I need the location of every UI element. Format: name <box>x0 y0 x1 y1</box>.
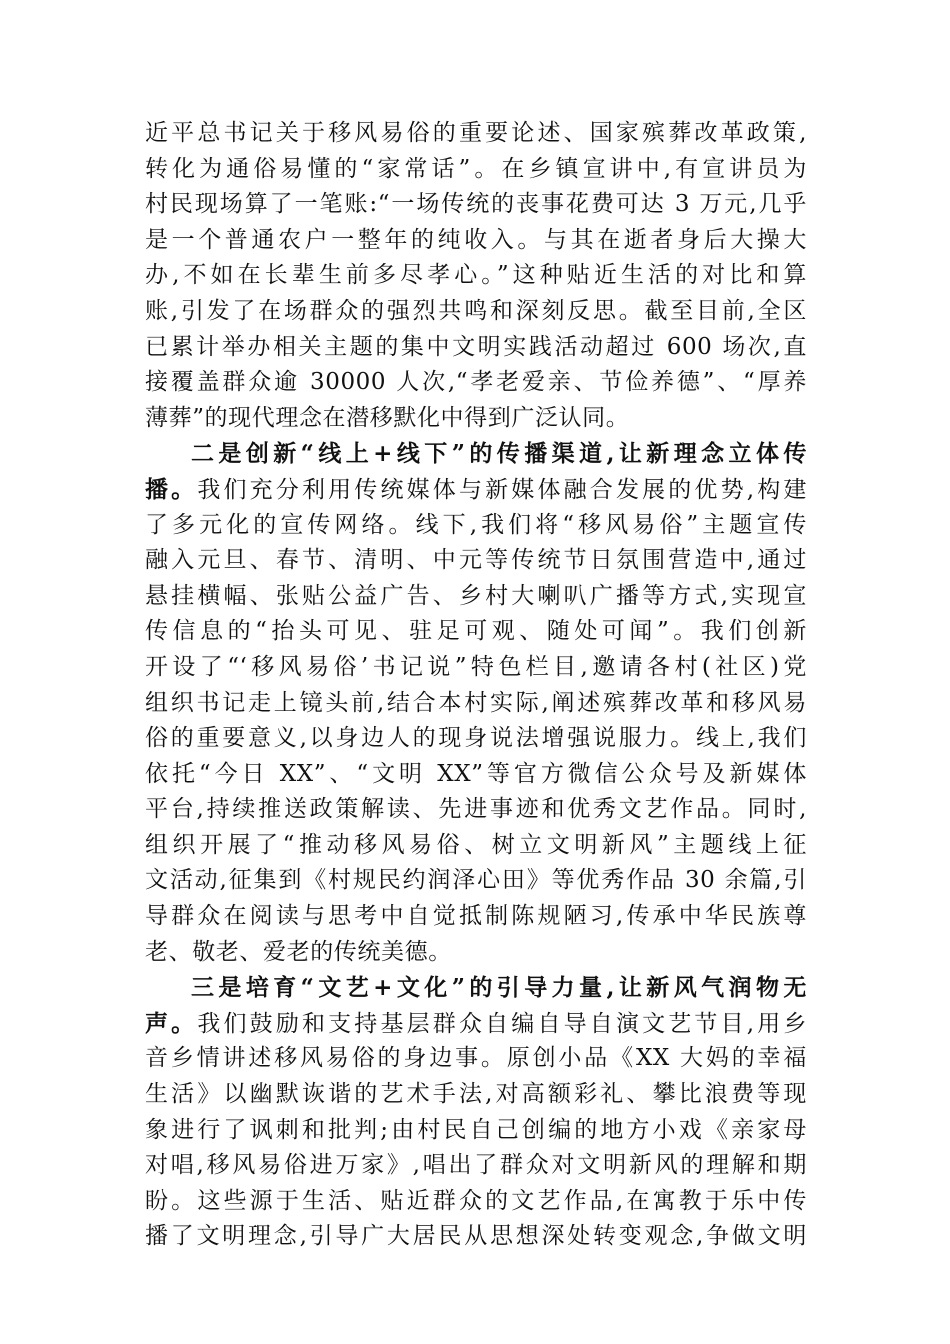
p2-line-12: 组织开展了“推动移风易俗、树立文明新风”主题线上征 <box>145 831 807 858</box>
p3-line-3: 音乡情讲述移风易俗的身边事。原创小品《XX 大妈的幸福 <box>145 1045 807 1072</box>
p2-line-2-text: 我们充分利用传统媒体与新媒体融合发展的优势,构建 <box>197 476 807 503</box>
p3-line-2 <box>145 1006 807 1042</box>
p2-line-15: 老、敬老、爱老的传统美德。 <box>145 938 452 965</box>
p2-line-7: 开设了“‘移风易俗’书记说”特色栏目,邀请各村(社区)党 <box>145 653 807 680</box>
p1-line-5: 办,不如在长辈生前多尽孝心。”这种贴近生活的对比和算 <box>145 262 807 289</box>
p2-line-10: 依托“今日 XX”、“文明 XX”等官方微信公众号及新媒体 <box>145 760 807 787</box>
p3-heading: 三是培育“文艺+文化”的引导力量,让新风气润物无 <box>191 974 807 1002</box>
body-text <box>145 116 807 1255</box>
p2-line-8: 组织书记走上镜头前,结合本村实际,阐述殡葬改革和移风易 <box>145 689 807 716</box>
p2-line-6: 传信息的“抬头可见、驻足可观、随处可闻”。我们创新 <box>145 618 807 645</box>
p1-line-9: 薄葬”的现代理念在潜移默化中得到广泛认同。 <box>145 404 630 431</box>
p2-line-9: 俗的重要意义,以身边人的现身说法增强说服力。线上,我们 <box>145 725 807 752</box>
p2-line-14: 导群众在阅读与思考中自觉抵制陈规陋习,传承中华民族尊 <box>145 903 807 930</box>
p2-line-13: 文活动,征集到《村规民约润泽心田》等优秀作品 30 余篇,引 <box>145 867 807 894</box>
p1-line-1: 近平总书记关于移风易俗的重要论述、国家殡葬改革政策, <box>145 120 807 146</box>
p3-line-5: 象进行了讽刺和批判;由村民自己创编的地方小戏《亲家母 <box>145 1116 807 1143</box>
p1-line-6: 账,引发了在场群众的强烈共鸣和深刻反思。截至目前,全区 <box>145 297 807 324</box>
p3-heading-end: 声。 <box>145 1009 198 1037</box>
p3-line-7: 盼。这些源于生活、贴近群众的文艺作品,在寓教于乐中传 <box>145 1187 807 1214</box>
p1-line-3: 村民现场算了一笔账:“一场传统的丧事花费可达 3 万元,几乎 <box>145 191 807 218</box>
p2-line-2 <box>145 472 807 508</box>
p2-line-3: 了多元化的宣传网络。线下,我们将“移风易俗”主题宣传 <box>145 511 807 538</box>
p2-line-5: 悬挂横幅、张贴公益广告、乡村大喇叭广播等方式,实现宣 <box>145 582 807 609</box>
p3-line-8: 播了文明理念,引导广大居民从思想深处转变观念,争做文明 <box>145 1223 807 1250</box>
p3-line-6: 对唱,移风易俗进万家》,唱出了群众对文明新风的理解和期 <box>145 1152 807 1179</box>
p1-line-4: 是一个普通农户一整年的纯收入。与其在逝者身后大操大 <box>145 226 807 253</box>
p2-heading: 二是创新“线上+线下”的传播渠道,让新理念立体传 <box>191 440 807 468</box>
p2-heading-end: 播。 <box>145 475 198 503</box>
p1-line-2: 转化为通俗易懂的“家常话”。在乡镇宣讲中,有宣讲员为 <box>145 155 807 182</box>
p2-line-4: 融入元旦、春节、清明、中元等传统节日氛围营造中,通过 <box>145 547 807 574</box>
p1-line-8: 接覆盖群众逾 30000 人次,“孝老爱亲、节俭养德”、“厚养 <box>145 369 807 396</box>
p3-line-4: 生活》以幽默诙谐的艺术手法,对高额彩礼、攀比浪费等现 <box>145 1081 807 1108</box>
p3-line-2-text: 我们鼓励和支持基层群众自编自导自演文艺节目,用乡 <box>197 1010 807 1037</box>
p1-line-7: 已累计举办相关主题的集中文明实践活动超过 600 场次,直 <box>145 333 807 360</box>
p2-line-11: 平台,持续推送政策解读、先进事迹和优秀文艺作品。同时, <box>145 796 807 823</box>
